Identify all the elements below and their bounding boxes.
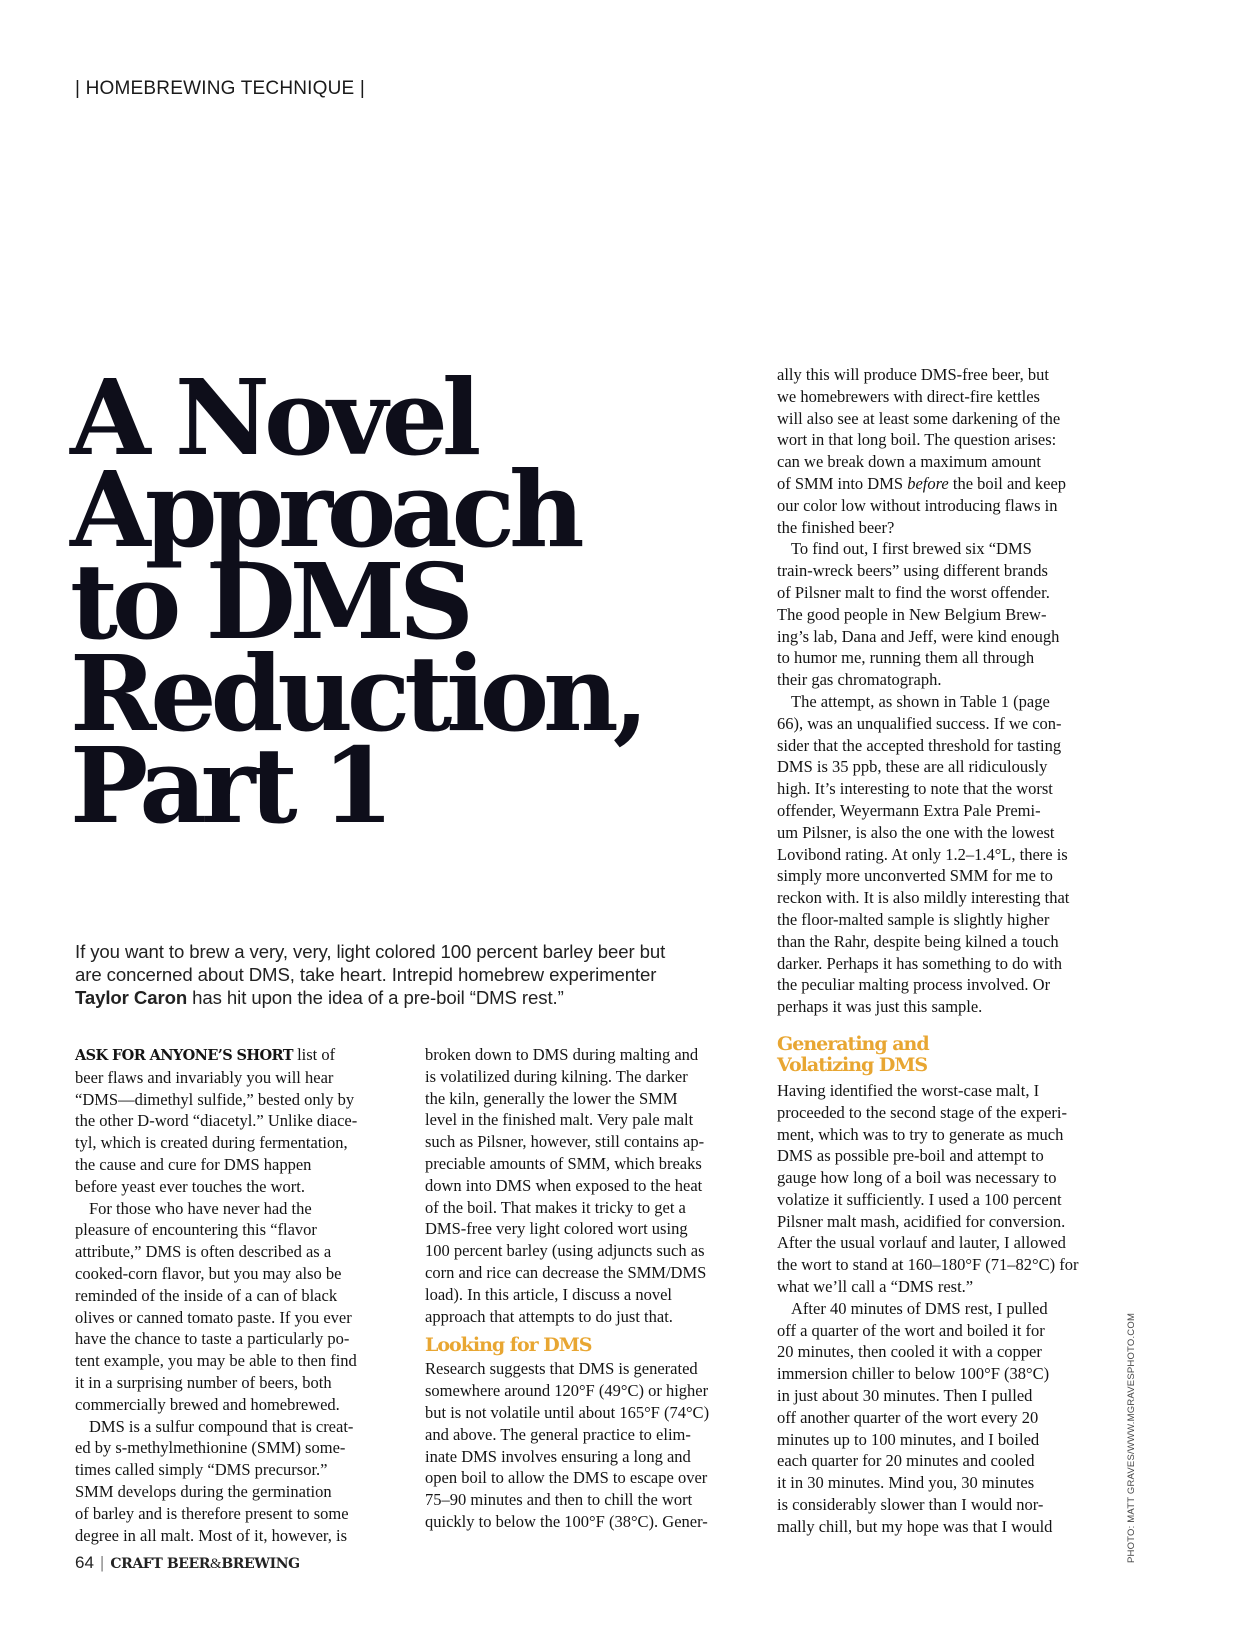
body-line: volatize it sufficiently. I used a 100 percent: [777, 1189, 1062, 1209]
body-line: train-wreck beers” using different brands: [777, 561, 1048, 581]
body-line: to humor me, running them all through: [777, 648, 1035, 668]
subhead-generating: Generating and: [777, 1032, 929, 1055]
dek: [75, 940, 735, 1009]
headline-line: A Novel: [70, 356, 476, 479]
body-line: times called simply “DMS precursor.”: [75, 1460, 328, 1480]
body-line: the floor-malted sample is slightly higher: [777, 909, 1050, 929]
folio-divider: |: [99, 1553, 105, 1572]
body-line: we homebrewers with direct-fire kettles: [777, 386, 1040, 406]
body-line: mally chill, but my hope was that I would: [777, 1516, 1053, 1536]
lead-in: ASK FOR ANYONE’S SHORT: [75, 1047, 293, 1064]
body-line: before yeast ever touches the wort.: [75, 1176, 305, 1196]
body-line: offender, Weyermann Extra Pale Premi-: [777, 800, 1041, 820]
body-line: reckon with. It is also mildly interesting that: [777, 888, 1070, 908]
body-line: the wort to stand at 160–180°F (71–82°C) for: [777, 1255, 1079, 1275]
body-line: commercially brewed and homebrewed.: [75, 1394, 340, 1414]
body-line: beer flaws and invariably you will hear: [75, 1067, 334, 1087]
body-line: quickly to below the 100°F (38°C). Gener-: [425, 1511, 708, 1531]
body-line: it in 30 minutes. Mind you, 30 minutes: [777, 1473, 1035, 1493]
page-number: 64: [75, 1553, 94, 1572]
body-line: can we break down a maximum amount: [777, 452, 1041, 472]
body-line: olives or canned tomato paste. If you ever: [75, 1307, 352, 1327]
body-line: darker. Perhaps it has something to do with: [777, 953, 1063, 973]
body-line: “DMS—dimethyl sulfide,” bested only by: [75, 1089, 355, 1109]
dek-line: are concerned about DMS, take heart. Intrepid homebrew experimenter: [75, 964, 657, 985]
body-line: After the usual vorlauf and lauter, I allowed: [777, 1233, 1066, 1253]
headline-line: Reduction,: [70, 632, 643, 755]
body-line: pleasure of encountering this “flavor: [75, 1220, 317, 1240]
body-line: high. It’s interesting to note that the worst: [777, 779, 1053, 799]
body-line: ing’s lab, Dana and Jeff, were kind enough: [777, 626, 1060, 646]
body-line: their gas chromatograph.: [777, 670, 942, 690]
body-line: load). In this article, I discuss a novel: [425, 1284, 672, 1304]
magazine-name-part: CRAFT BEER: [110, 1556, 211, 1572]
body-line: and above. The general practice to elim-: [425, 1424, 691, 1444]
body-line: is volatilized during kilning. The darker: [425, 1066, 688, 1086]
body-line: of the boil. That makes it tricky to get a: [425, 1197, 686, 1217]
subhead-looking-for-dms: Looking for DMS: [425, 1334, 592, 1357]
body-line: 20 minutes, then cooled it with a copper: [777, 1342, 1042, 1362]
body-line: um Pilsner, is also the one with the lowest: [777, 822, 1055, 842]
body-line: The good people in New Belgium Brew-: [777, 604, 1047, 624]
headline-line: Approach: [70, 448, 579, 571]
body-line: gauge how long of a boil was necessary to: [777, 1168, 1057, 1188]
body-line: wort in that long boil. The question arises:: [777, 430, 1057, 450]
body-column-2: [425, 1044, 760, 1533]
body-line: To find out, I first brewed six “DMS: [791, 539, 1032, 559]
body-line: it in a surprising number of beers, both: [75, 1372, 332, 1392]
body-line: sider that the accepted threshold for tasting: [777, 735, 1062, 755]
body-line: down into DMS when exposed to the heat: [425, 1175, 703, 1195]
body-line: open boil to allow the DMS to escape over: [425, 1468, 708, 1488]
body-line: the peculiar malting process involved. Or: [777, 975, 1051, 995]
body-line: 75–90 minutes and then to chill the wort: [425, 1490, 693, 1510]
body-line: minutes up to 100 minutes, and I boiled: [777, 1429, 1040, 1449]
body-line: preciable amounts of SMM, which breaks: [425, 1153, 702, 1173]
magazine-name-part: BREWING: [221, 1556, 300, 1572]
headline-line: to DMS: [70, 540, 469, 663]
body-line: DMS as possible pre-boil and attempt to: [777, 1146, 1044, 1166]
body-line-part: of SMM into DMS: [777, 473, 908, 493]
body-line: degree in all malt. Most of it, however, is: [75, 1525, 347, 1545]
folio: [75, 1553, 300, 1573]
body-line: than the Rahr, despite being kilned a touch: [777, 931, 1059, 951]
body-line: the cause and cure for DMS happen: [75, 1154, 312, 1174]
body-line: attribute,” DMS is often described as a: [75, 1242, 332, 1262]
dek-line: [75, 986, 735, 1009]
body-line: tyl, which is created during fermentation,: [75, 1133, 348, 1153]
body-line: approach that attempts to do just that.: [425, 1306, 673, 1326]
body-line: in just about 30 minutes. Then I pulled: [777, 1386, 1033, 1406]
body-line: DMS-free very light colored wort using: [425, 1219, 688, 1239]
body-line: ally this will produce DMS-free beer, but: [777, 365, 1049, 384]
author-name: Taylor Caron: [75, 987, 188, 1008]
body-line: After 40 minutes of DMS rest, I pulled: [791, 1298, 1048, 1318]
body-line: Research suggests that DMS is generated: [425, 1359, 698, 1379]
body-line: Pilsner malt mash, acidified for conversion.: [777, 1211, 1066, 1231]
section-tag: | HOMEBREWING TECHNIQUE |: [75, 78, 366, 99]
body-line: Having identified the worst-case malt, I: [777, 1080, 1040, 1100]
body-line-rest: list of: [292, 1045, 336, 1064]
body-line: immersion chiller to below 100°F (38°C): [777, 1364, 1050, 1384]
body-line: [777, 473, 1112, 495]
emphasis: before: [907, 473, 949, 493]
body-line: off another quarter of the wort every 20: [777, 1407, 1039, 1427]
body-column-3: [777, 364, 1112, 1538]
body-line: level in the finished malt. Very pale malt: [425, 1110, 694, 1130]
body-line: 100 percent barley (using adjuncts such as: [425, 1241, 705, 1261]
body-line: The attempt, as shown in Table 1 (page: [791, 691, 1050, 711]
body-line: proceeded to the second stage of the experi-: [777, 1102, 1067, 1122]
body-line: tent example, you may be able to then find: [75, 1351, 357, 1371]
body-line: such as Pilsner, however, still contains ap-: [425, 1132, 705, 1152]
body-line: perhaps it was just this sample.: [777, 997, 983, 1017]
body-line: but is not volatile until about 165°F (74°C): [425, 1402, 710, 1422]
ampersand: &: [210, 1556, 222, 1572]
body-line: 66), was an unqualified success. If we con-: [777, 713, 1062, 733]
body-line: have the chance to taste a particularly po-: [75, 1329, 350, 1349]
subhead-volatizing: Volatizing DMS: [777, 1053, 928, 1076]
photo-credit: PHOTO: MATT GRAVES/WWW.MGRAVESPHOTO.COM: [1126, 1312, 1137, 1563]
body-column-1: [75, 1044, 410, 1546]
magazine-name: [110, 1556, 299, 1572]
body-line: cooked-corn flavor, but you may also be: [75, 1263, 342, 1283]
body-line: is considerably slower than I would nor-: [777, 1495, 1044, 1515]
headline: [70, 356, 750, 847]
body-line: reminded of the inside of a can of black: [75, 1285, 338, 1305]
body-line: of barley and is therefore present to some: [75, 1503, 349, 1523]
body-line: For those who have never had the: [89, 1198, 312, 1218]
body-line: Lovibond rating. At only 1.2–1.4°L, there is: [777, 844, 1068, 864]
body-line: ed by s-methylmethionine (SMM) some-: [75, 1438, 346, 1458]
body-line: will also see at least some darkening of the: [777, 408, 1061, 428]
body-line: our color low without introducing flaws in: [777, 495, 1058, 515]
body-line: corn and rice can decrease the SMM/DMS: [425, 1262, 707, 1282]
body-line: simply more unconverted SMM for me to: [777, 866, 1053, 886]
body-line-part: the boil and keep: [948, 473, 1067, 493]
body-line: what we’ll call a “DMS rest.”: [777, 1277, 974, 1297]
body-line: off a quarter of the wort and boiled it for: [777, 1320, 1045, 1340]
dek-line: If you want to brew a very, very, light colored 100 percent barley beer but: [75, 941, 666, 962]
body-line: of Pilsner malt to find the worst offender.: [777, 582, 1050, 602]
body-line: somewhere around 120°F (49°C) or higher: [425, 1381, 709, 1401]
body-line: inate DMS involves ensuring a long and: [425, 1446, 691, 1466]
body-line: DMS is a sulfur compound that is creat-: [89, 1416, 354, 1436]
body-line: each quarter for 20 minutes and cooled: [777, 1451, 1035, 1471]
body-line: SMM develops during the germination: [75, 1481, 332, 1501]
body-line: [75, 1044, 410, 1067]
body-line: the kiln, generally the lower the SMM: [425, 1088, 678, 1108]
body-line: ment, which was to try to generate as much: [777, 1124, 1064, 1144]
body-line: DMS is 35 ppb, these are all ridiculously: [777, 757, 1048, 777]
body-line: the finished beer?: [777, 517, 895, 537]
dek-line-rest: has hit upon the idea of a pre-boil “DMS rest.”: [187, 987, 564, 1008]
body-line: the other D-word “diacetyl.” Unlike diace-: [75, 1111, 358, 1131]
body-line: broken down to DMS during malting and: [425, 1045, 699, 1064]
headline-line: Part 1: [70, 724, 389, 847]
